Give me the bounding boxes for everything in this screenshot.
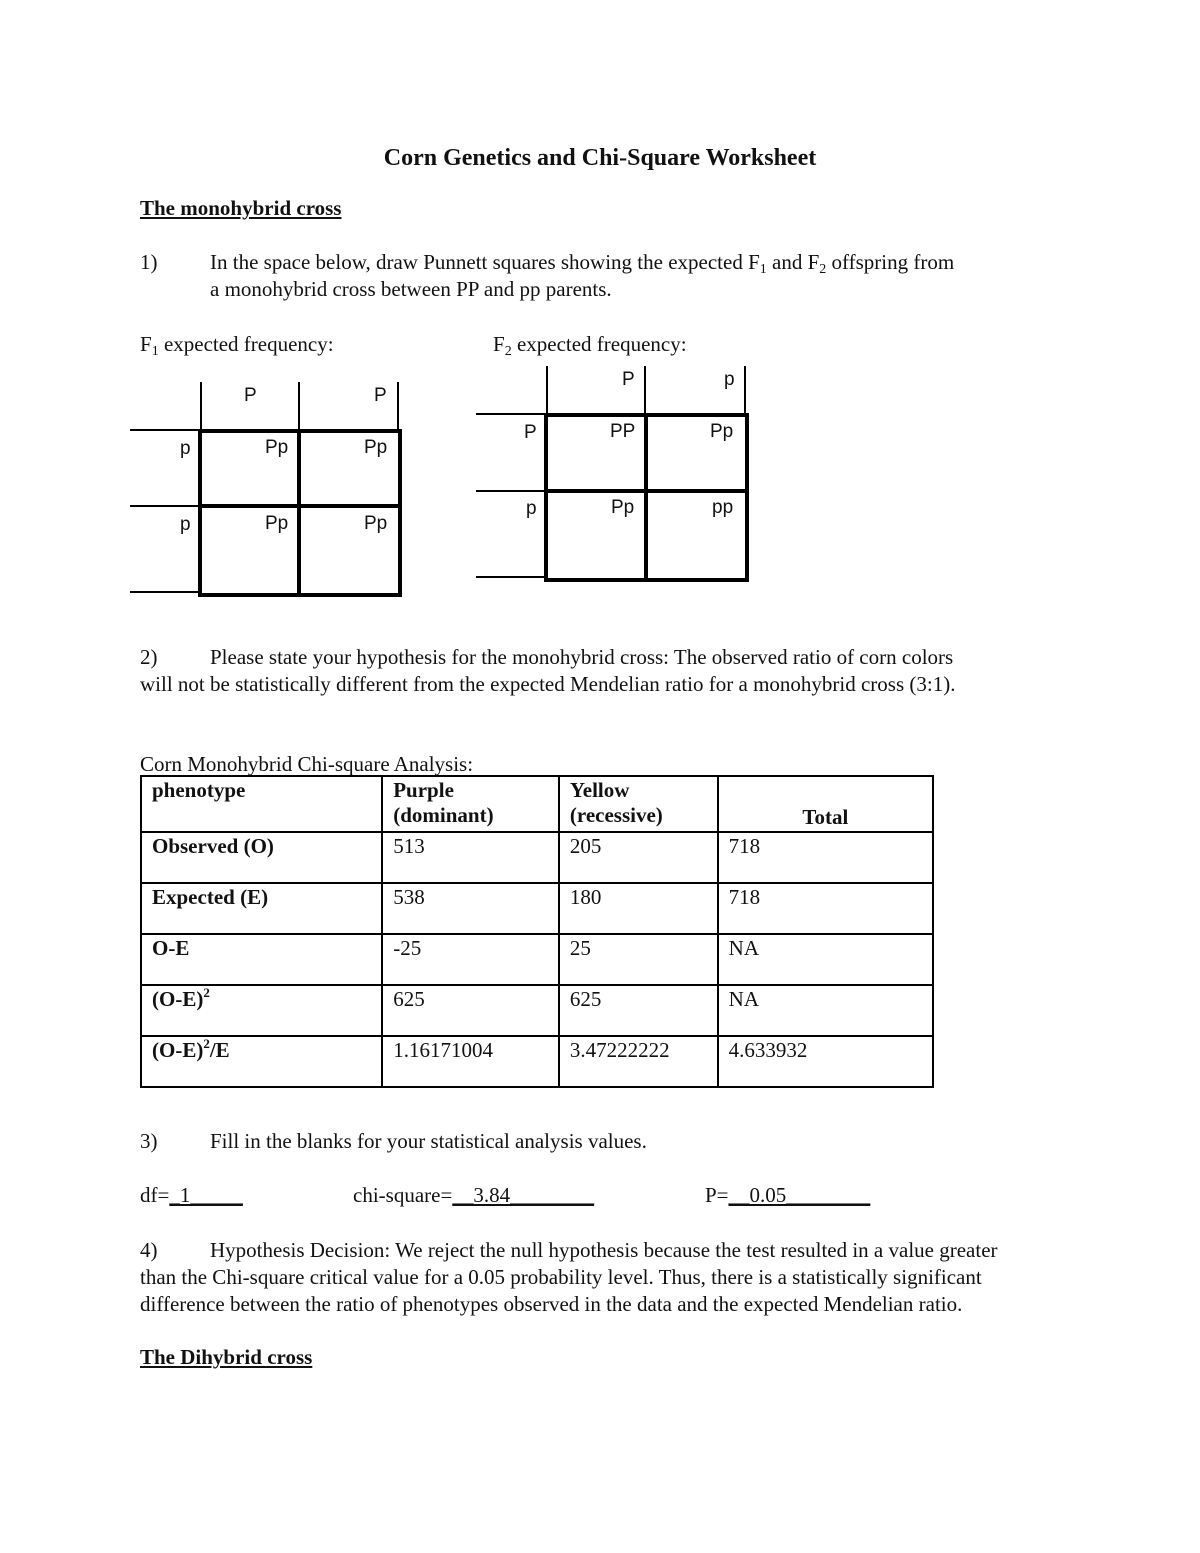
q1-text-c: offspring from xyxy=(826,250,955,274)
f2-guide-line xyxy=(744,366,746,414)
f2-row-allele: P xyxy=(524,422,537,443)
q1-sub1: 1 xyxy=(759,262,767,277)
q4-line3: difference between the ratio of phenotypes observed in the data and the expected Mendelian ratio. xyxy=(140,1292,963,1316)
cell-yellow: 205 xyxy=(559,832,718,883)
f1-label xyxy=(140,331,334,357)
q1-text-b: and F xyxy=(766,250,820,274)
header-purple-line1: Purple xyxy=(393,778,454,802)
cell-yellow: 25 xyxy=(559,934,718,985)
f2-guide-line xyxy=(476,576,546,578)
f1-guide-line xyxy=(397,382,399,430)
cell-yellow: 3.47222222 xyxy=(559,1036,718,1087)
cell-purple: 513 xyxy=(382,832,559,883)
chi-square-table xyxy=(140,775,934,1088)
p-label: P= xyxy=(705,1183,729,1207)
header-yellow-line1: Yellow xyxy=(569,778,630,802)
f1-guide-line xyxy=(130,505,200,507)
f1-cell: Pp xyxy=(364,513,388,534)
q1-number: 1) xyxy=(140,250,158,274)
header-phenotype: phenotype xyxy=(141,776,382,832)
f1-guide-line xyxy=(200,382,202,430)
f1-grid-divider xyxy=(198,504,402,508)
p-value-field xyxy=(705,1182,870,1208)
cell-purple: 1.16171004 xyxy=(382,1036,559,1087)
f1-label-prefix: F xyxy=(140,332,152,356)
cell-total: 4.633932 xyxy=(718,1036,933,1087)
q4-line2: than the Chi-square critical value for a 0.05 probability level. Thus, there is a statistically significant xyxy=(140,1265,982,1289)
q4-line1: Hypothesis Decision: We reject the null hypothesis because the test resulted in a value greater xyxy=(210,1238,998,1262)
header-purple-line2: (dominant) xyxy=(393,803,494,828)
cell-total: NA xyxy=(718,934,933,985)
df-label: df= xyxy=(140,1183,170,1207)
q2-line1: Please state your hypothesis for the monohybrid cross: The observed ratio of corn colors xyxy=(210,645,954,669)
table-row xyxy=(141,883,933,934)
f1-guide-line xyxy=(130,591,200,593)
f1-row-allele: p xyxy=(180,514,191,535)
table-row xyxy=(141,985,933,1036)
section-heading-monohybrid: The monohybrid cross xyxy=(140,196,342,220)
f1-guide-line xyxy=(130,429,200,431)
f2-cell: Pp xyxy=(710,421,734,442)
f1-guide-line xyxy=(298,382,300,430)
section-heading-dihybrid: The Dihybrid cross xyxy=(140,1345,313,1369)
f1-label-sub: 1 xyxy=(151,344,159,359)
f1-col-allele: P xyxy=(374,385,387,406)
f2-grid-divider xyxy=(544,489,749,493)
f2-label-rest: expected frequency: xyxy=(511,332,687,356)
f2-cell: PP xyxy=(610,421,636,442)
chi-square-field xyxy=(353,1182,594,1208)
q1-sub2: 2 xyxy=(819,262,827,277)
row-label: O-E xyxy=(141,934,382,985)
table-caption: Corn Monohybrid Chi-square Analysis: xyxy=(140,752,474,776)
cell-total: 718 xyxy=(718,883,933,934)
f1-cell: Pp xyxy=(364,437,388,458)
f1-row-allele: p xyxy=(180,438,191,459)
q1-text-a: In the space below, draw Punnett squares showing the expected F xyxy=(210,250,760,274)
page-title: Corn Genetics and Chi-Square Worksheet xyxy=(383,145,817,171)
header-total: Total xyxy=(718,776,933,832)
f2-cell: pp xyxy=(712,497,734,518)
q1-line2: a monohybrid cross between PP and pp parents. xyxy=(210,277,612,301)
table-header-row xyxy=(141,776,933,832)
row-label-text: (O-E) xyxy=(152,1038,204,1062)
f1-label-rest: expected frequency: xyxy=(158,332,334,356)
q4-number: 4) xyxy=(140,1238,158,1262)
f2-guide-line xyxy=(644,366,646,414)
df-field xyxy=(140,1182,243,1208)
p-value: __0.05________ xyxy=(728,1183,871,1207)
q2-number: 2) xyxy=(140,645,158,669)
cell-purple: 538 xyxy=(382,883,559,934)
f2-guide-line xyxy=(476,490,546,492)
cell-total: 718 xyxy=(718,832,933,883)
cell-purple: -25 xyxy=(382,934,559,985)
f1-cell: Pp xyxy=(265,437,289,458)
chi-square-label: chi-square= xyxy=(353,1183,453,1207)
row-label-sup: 2 xyxy=(203,985,210,1000)
row-label-sup: 2 xyxy=(203,1036,210,1051)
header-purple xyxy=(382,776,559,832)
cell-purple: 625 xyxy=(382,985,559,1036)
q1-line1 xyxy=(210,249,954,275)
cell-total: NA xyxy=(718,985,933,1036)
f1-grid-divider xyxy=(297,429,301,597)
f2-cell: Pp xyxy=(611,497,635,518)
q2-line2: will not be statistically different from the expected Mendelian ratio for a monohybrid cross (3:1). xyxy=(140,672,956,696)
q3-number: 3) xyxy=(140,1129,158,1153)
f2-guide-line xyxy=(476,413,546,415)
df-value: _1_____ xyxy=(169,1183,243,1207)
f1-cell: Pp xyxy=(265,513,289,534)
f2-row-allele: p xyxy=(526,498,537,519)
f2-label-prefix: F xyxy=(493,332,505,356)
table-row xyxy=(141,832,933,883)
table-row xyxy=(141,1036,933,1087)
cell-yellow: 625 xyxy=(559,985,718,1036)
table-row xyxy=(141,934,933,985)
f2-label xyxy=(493,331,687,357)
f1-col-allele: P xyxy=(244,385,257,406)
row-label xyxy=(141,1036,382,1087)
f2-grid-divider xyxy=(644,413,648,582)
row-label: Observed (O) xyxy=(141,832,382,883)
q3-text: Fill in the blanks for your statistical analysis values. xyxy=(210,1129,647,1153)
row-label-rest: /E xyxy=(209,1038,230,1062)
header-yellow xyxy=(559,776,718,832)
f2-guide-line xyxy=(546,366,548,414)
chi-square-value: __3.84________ xyxy=(452,1183,595,1207)
row-label xyxy=(141,985,382,1036)
f2-col-allele: p xyxy=(724,369,735,390)
f2-col-allele: P xyxy=(622,369,635,390)
f2-label-sub: 2 xyxy=(504,344,512,359)
cell-yellow: 180 xyxy=(559,883,718,934)
header-yellow-line2: (recessive) xyxy=(569,803,663,828)
row-label: Expected (E) xyxy=(141,883,382,934)
row-label-text: (O-E) xyxy=(152,987,204,1011)
